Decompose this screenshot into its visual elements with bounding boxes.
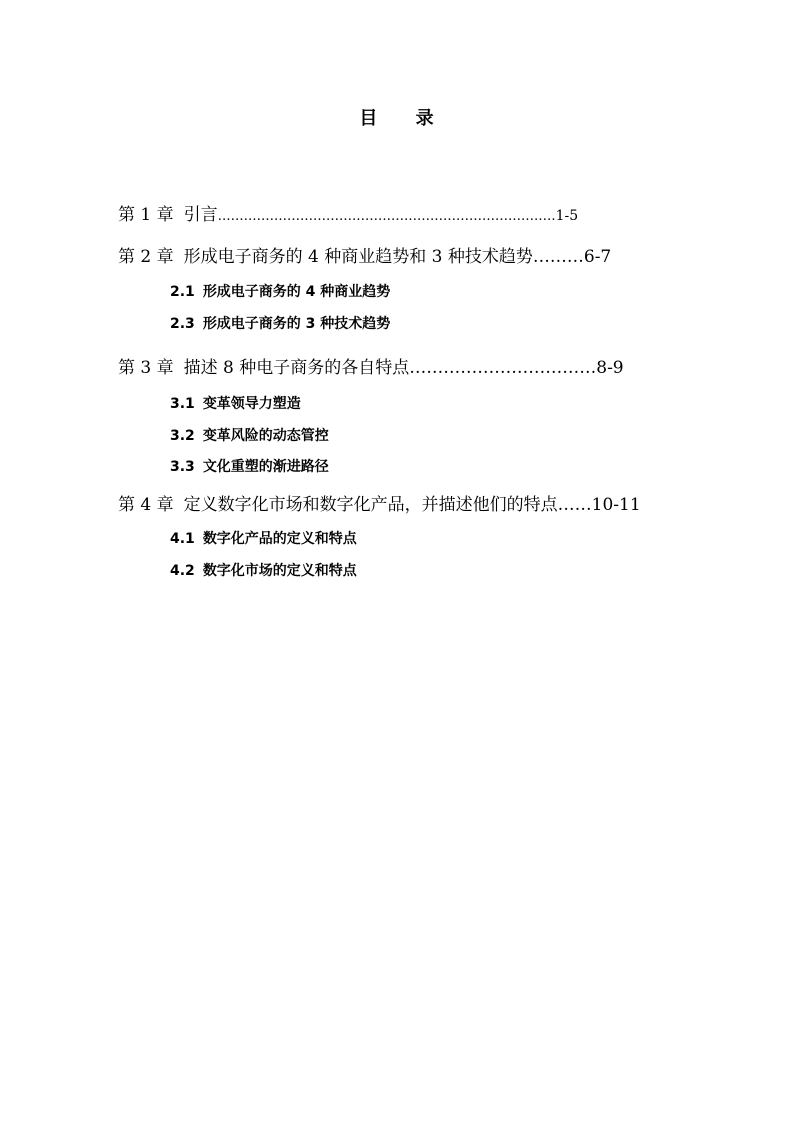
toc-title: 目 录 xyxy=(359,108,450,129)
page-number: 1-5 xyxy=(555,208,579,224)
dot-leader: …………………………… xyxy=(409,358,597,378)
page-number: 10-11 xyxy=(591,495,641,515)
toc-entry-section-2-3[interactable] xyxy=(170,313,390,333)
chapter-title: 引言 xyxy=(183,205,218,225)
page-number: 8-9 xyxy=(596,358,624,378)
toc-entry-section-3-2[interactable] xyxy=(170,425,329,445)
toc-entry-section-3-3[interactable] xyxy=(170,456,329,476)
page-number: 6-7 xyxy=(583,247,612,267)
section-title: 变革领导力塑造 xyxy=(202,396,301,412)
toc-entry-section-3-1[interactable] xyxy=(170,393,301,413)
section-number: 4.1 xyxy=(170,531,195,547)
toc-entry-chapter-3[interactable] xyxy=(118,353,624,378)
chapter-title: 描述 8 种电子商务的各自特点 xyxy=(183,358,410,378)
chapter-title: 定义数字化市场和数字化产品，并描述他们的特点 xyxy=(183,495,558,515)
toc-entry-section-4-2[interactable] xyxy=(170,560,357,580)
section-number: 4.2 xyxy=(170,563,195,579)
section-title: 形成电子商务的 3 种技术趋势 xyxy=(202,316,391,332)
dot-leader: …………………………………………………………………… xyxy=(217,209,556,224)
section-number: 2.1 xyxy=(170,284,195,300)
dot-leader: …… xyxy=(557,495,592,515)
section-title: 形成电子商务的 4 种商业趋势 xyxy=(202,284,391,300)
toc-entry-section-4-1[interactable] xyxy=(170,528,357,548)
toc-entry-chapter-1[interactable] xyxy=(118,200,578,225)
section-title: 变革风险的动态管控 xyxy=(202,428,329,444)
section-number: 3.2 xyxy=(170,428,195,444)
toc-entry-section-2-1[interactable] xyxy=(170,281,390,301)
section-number: 3.1 xyxy=(170,396,195,412)
section-number: 2.3 xyxy=(170,316,195,332)
section-title: 数字化产品的定义和特点 xyxy=(202,531,357,547)
chapter-title: 形成电子商务的 4 种商业趋势和 3 种技术趋势 xyxy=(183,247,533,267)
toc-entry-chapter-4[interactable] xyxy=(118,490,641,515)
dot-leader: ……… xyxy=(532,247,584,267)
section-title: 数字化市场的定义和特点 xyxy=(202,563,357,579)
chapter-number: 第 4 章 xyxy=(118,495,174,515)
chapter-number: 第 2 章 xyxy=(118,247,174,267)
chapter-number: 第 3 章 xyxy=(118,358,174,378)
section-number: 3.3 xyxy=(170,459,195,475)
toc-entry-chapter-2[interactable] xyxy=(118,242,611,267)
section-title: 文化重塑的渐进路径 xyxy=(202,459,329,475)
chapter-number: 第 1 章 xyxy=(118,205,174,225)
